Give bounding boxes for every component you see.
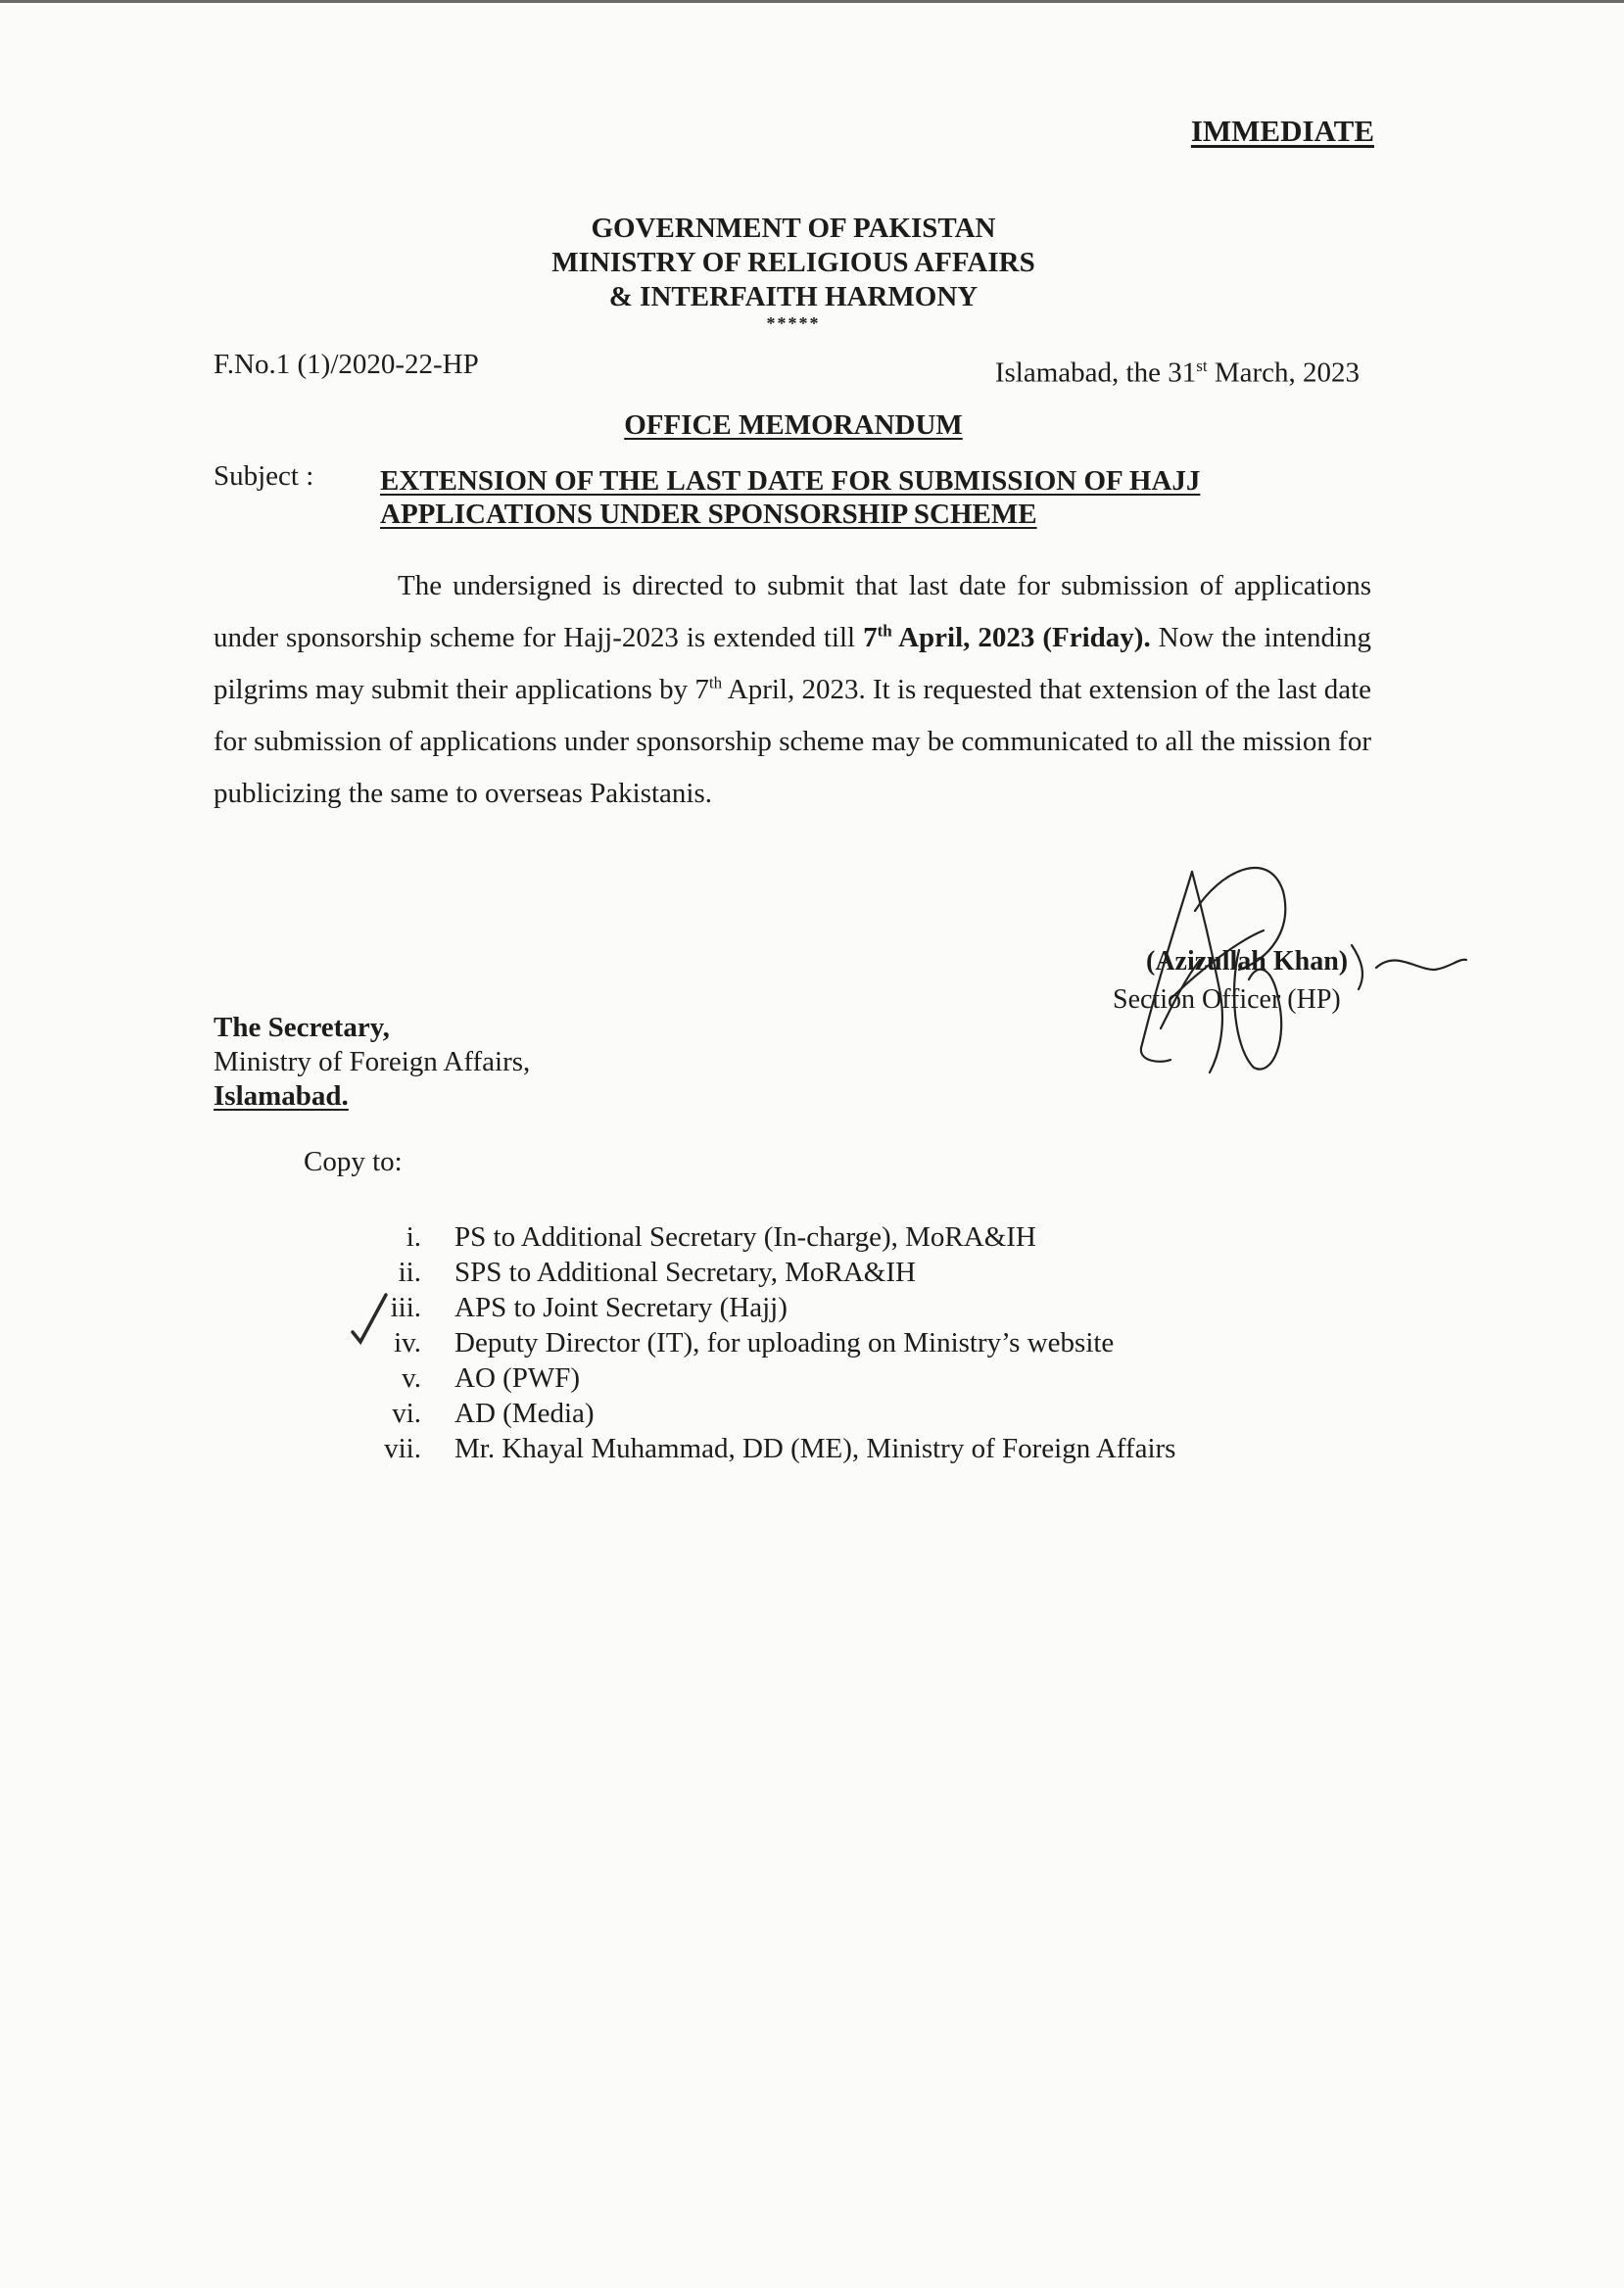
subject-line-2: APPLICATIONS UNDER SPONSORSHIP SCHEME [380,499,1037,530]
file-number: F.No.1 (1)/2020-22-HP [214,349,479,380]
list-item: vii. Mr. Khayal Muhammad, DD (ME), Ministry of Foreign Affairs [384,1433,1176,1464]
memo-body: The undersigned is directed to submit that last date for submission of applications under sponsorship scheme for Hajj-2023 is extended till 7th April, 2023 (Friday). Now the intending pilgrims may submit their applications by 7th April, 2023. It is requested that extension of the last date for submission of applications under sponsorship scheme may be communicated to all the mission for publicizing the same to overseas Pakistanis. [214,570,1372,809]
letterhead-division: & INTERFAITH HARMONY [608,281,979,312]
list-item: iii. APS to Joint Secretary (Hajj) [390,1292,788,1323]
copy-to-label: Copy to: [304,1146,403,1177]
copy-list [353,1219,1175,1466]
handwritten-tick-mark [351,1291,390,1350]
signatory-name: (Azizullah Khan) [1146,946,1349,977]
deadline-date: 7th April, 2023 (Friday). [863,621,1151,653]
list-item: i. PS to Additional Secretary (In-charge), MoRA&IH [406,1221,1036,1253]
subject-text [380,464,1200,531]
addressee-block [214,1011,530,1114]
list-item: vi. AD (Media) [392,1398,595,1429]
letterhead-government: GOVERNMENT OF PAKISTAN [591,213,996,244]
list-item: v. AO (PWF) [402,1362,581,1394]
list-item: iv. Deputy Director (IT), for uploading on Ministry’s website [394,1327,1115,1358]
letterhead-ministry: MINISTRY OF RELIGIOUS AFFAIRS [551,247,1035,278]
letterhead-stars: ***** [766,313,821,333]
memo-title: OFFICE MEMORANDUM [624,409,963,441]
addressee-title: The Secretary, [214,1012,390,1043]
scan-edge [0,0,1624,3]
subject-label: Subject : [214,460,314,492]
letterhead [0,212,1587,333]
memo-date: Islamabad, the 31st March, 2023 [994,357,1360,389]
addressee-city: Islamabad. [214,1080,349,1112]
list-item: ii. SPS to Additional Secretary, MoRA&IH [398,1257,916,1288]
signatory-designation: Section Officer (HP) [1113,984,1341,1015]
subject-line-1: EXTENSION OF THE LAST DATE FOR SUBMISSION OF HAJJ [380,465,1201,497]
addressee-ministry: Ministry of Foreign Affairs, [214,1046,531,1077]
priority-label: IMMEDIATE [1190,114,1374,148]
